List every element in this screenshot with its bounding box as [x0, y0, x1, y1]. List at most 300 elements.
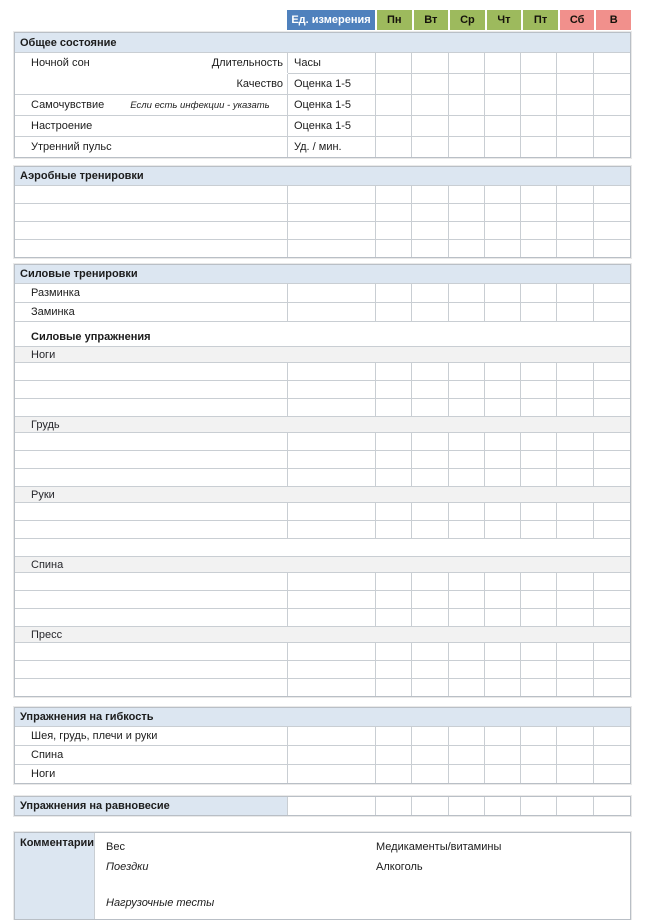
- unit-cell[interactable]: [288, 643, 376, 661]
- table-row-sleep-duration: [15, 53, 630, 74]
- data-cell[interactable]: [594, 765, 630, 783]
- data-cell[interactable]: [376, 451, 412, 469]
- data-cell[interactable]: [485, 222, 521, 240]
- data-cell[interactable]: [376, 303, 412, 322]
- data-cell[interactable]: [557, 53, 593, 74]
- exercise-name-cell[interactable]: [15, 503, 288, 521]
- data-cell[interactable]: [557, 679, 593, 696]
- data-cell[interactable]: [521, 53, 557, 74]
- data-cell[interactable]: [485, 573, 521, 591]
- section-strength: [14, 264, 631, 697]
- data-cell[interactable]: [449, 204, 485, 222]
- data-cell[interactable]: [485, 74, 521, 95]
- exercise-name-cell[interactable]: [15, 399, 288, 417]
- data-cell[interactable]: [412, 573, 448, 591]
- unit-cell[interactable]: [288, 303, 376, 322]
- data-cell[interactable]: [412, 363, 448, 381]
- data-cell[interactable]: [449, 116, 485, 137]
- flex-row-label-cell: Спина: [15, 746, 288, 765]
- data-cell[interactable]: [376, 765, 412, 783]
- unit-cell[interactable]: [288, 284, 376, 303]
- data-cell[interactable]: [485, 746, 521, 765]
- unit-cell[interactable]: [288, 521, 376, 539]
- data-cell[interactable]: [594, 116, 630, 137]
- data-cell[interactable]: [557, 116, 593, 137]
- unit-cell[interactable]: [288, 797, 376, 815]
- data-cell[interactable]: [412, 186, 448, 204]
- unit-cell[interactable]: [288, 399, 376, 417]
- data-cell[interactable]: [376, 222, 412, 240]
- day-header-wed: Ср: [448, 10, 485, 30]
- data-cell[interactable]: [521, 363, 557, 381]
- data-cell[interactable]: [412, 661, 448, 679]
- table-row-empty: [15, 661, 630, 679]
- spacer: [106, 877, 630, 893]
- data-cell[interactable]: [594, 451, 630, 469]
- data-cell[interactable]: [594, 591, 630, 609]
- data-cell[interactable]: [485, 399, 521, 417]
- data-cell[interactable]: [412, 679, 448, 696]
- unit-cell[interactable]: [288, 679, 376, 696]
- unit-cell[interactable]: [288, 503, 376, 521]
- data-cell[interactable]: [594, 661, 630, 679]
- day-header-tue: Вт: [412, 10, 449, 30]
- data-cell[interactable]: [485, 797, 521, 815]
- data-cell[interactable]: [594, 503, 630, 521]
- data-cell[interactable]: [594, 204, 630, 222]
- unit-cell[interactable]: [288, 591, 376, 609]
- data-cell[interactable]: [376, 521, 412, 539]
- data-cell[interactable]: [557, 222, 593, 240]
- data-cell[interactable]: [485, 765, 521, 783]
- data-cell[interactable]: [485, 609, 521, 627]
- data-cell[interactable]: [376, 469, 412, 487]
- data-cell[interactable]: [557, 399, 593, 417]
- table-row-empty: [15, 469, 630, 487]
- comment-label-meds: Медикаменты/витамины: [376, 841, 502, 853]
- quality-label: Качество: [236, 78, 283, 90]
- data-cell[interactable]: [485, 204, 521, 222]
- data-cell[interactable]: [449, 53, 485, 74]
- data-cell[interactable]: [449, 95, 485, 116]
- data-cell[interactable]: [412, 240, 448, 257]
- table-row-warmup: [15, 284, 630, 303]
- data-cell[interactable]: [557, 469, 593, 487]
- data-cell[interactable]: [449, 503, 485, 521]
- data-cell[interactable]: [376, 363, 412, 381]
- data-cell[interactable]: [594, 137, 630, 157]
- data-cell[interactable]: [412, 95, 448, 116]
- data-cell[interactable]: [449, 679, 485, 696]
- exercise-name-cell[interactable]: [15, 573, 288, 591]
- exercise-name-cell[interactable]: [15, 363, 288, 381]
- data-cell[interactable]: [594, 95, 630, 116]
- data-cell[interactable]: [557, 95, 593, 116]
- data-cell[interactable]: [557, 433, 593, 451]
- exercise-name-cell[interactable]: [15, 609, 288, 627]
- table-row-empty: [15, 573, 630, 591]
- data-cell[interactable]: [557, 240, 593, 257]
- data-cell[interactable]: [521, 469, 557, 487]
- unit-cell[interactable]: [288, 240, 376, 257]
- data-cell[interactable]: [594, 469, 630, 487]
- unit-cell[interactable]: [288, 451, 376, 469]
- data-cell[interactable]: [557, 363, 593, 381]
- data-cell[interactable]: [376, 284, 412, 303]
- data-cell[interactable]: [449, 451, 485, 469]
- data-cell[interactable]: [521, 284, 557, 303]
- data-cell[interactable]: [521, 451, 557, 469]
- data-cell[interactable]: [376, 797, 412, 815]
- data-cell[interactable]: [449, 643, 485, 661]
- pulse-label-cell: Утренний пульс: [15, 137, 288, 157]
- data-cell[interactable]: [412, 797, 448, 815]
- data-cell[interactable]: [412, 469, 448, 487]
- data-cell[interactable]: [412, 591, 448, 609]
- data-cell[interactable]: [521, 661, 557, 679]
- table-row-neck-chest-arms: [15, 727, 630, 746]
- exercise-name-cell[interactable]: [15, 451, 288, 469]
- table-row-balance: [15, 797, 630, 815]
- data-cell[interactable]: [521, 95, 557, 116]
- data-cell[interactable]: [376, 643, 412, 661]
- exercise-name-cell[interactable]: [15, 679, 288, 696]
- table-row-empty: [15, 591, 630, 609]
- data-cell[interactable]: [485, 591, 521, 609]
- duration-label: Длительность: [211, 57, 283, 69]
- data-cell[interactable]: [449, 381, 485, 399]
- exercise-name-cell[interactable]: [15, 591, 288, 609]
- data-cell[interactable]: [521, 240, 557, 257]
- table-row-empty: [15, 521, 630, 539]
- data-cell[interactable]: [449, 363, 485, 381]
- data-cell[interactable]: [449, 222, 485, 240]
- data-cell[interactable]: [376, 433, 412, 451]
- data-cell[interactable]: [557, 573, 593, 591]
- data-cell[interactable]: [521, 433, 557, 451]
- data-cell[interactable]: [594, 609, 630, 627]
- data-cell[interactable]: [449, 74, 485, 95]
- data-cell[interactable]: [412, 643, 448, 661]
- data-cell[interactable]: [412, 204, 448, 222]
- data-cell[interactable]: [594, 240, 630, 257]
- data-cell[interactable]: [449, 399, 485, 417]
- unit-cell[interactable]: [288, 609, 376, 627]
- exercise-name-cell[interactable]: [15, 186, 288, 204]
- exercise-name-cell[interactable]: [15, 204, 288, 222]
- data-cell[interactable]: [485, 727, 521, 746]
- data-cell[interactable]: [594, 222, 630, 240]
- section-title-aerobic: Аэробные тренировки: [15, 167, 630, 186]
- units-column-header: Ед. измерения: [287, 10, 375, 30]
- unit-cell[interactable]: [288, 573, 376, 591]
- day-header-thu: Чт: [485, 10, 522, 30]
- warmup-label-cell: Разминка: [15, 284, 288, 303]
- data-cell[interactable]: [485, 303, 521, 322]
- data-cell[interactable]: [557, 591, 593, 609]
- data-cell[interactable]: [376, 204, 412, 222]
- data-cell[interactable]: [485, 451, 521, 469]
- data-cell[interactable]: [485, 521, 521, 539]
- data-cell[interactable]: [521, 74, 557, 95]
- data-cell[interactable]: [376, 381, 412, 399]
- data-cell[interactable]: [521, 503, 557, 521]
- data-cell[interactable]: [557, 727, 593, 746]
- data-cell[interactable]: [521, 797, 557, 815]
- data-cell[interactable]: [449, 186, 485, 204]
- data-cell[interactable]: [412, 381, 448, 399]
- data-cell[interactable]: [376, 95, 412, 116]
- group-header-legs: Ноги: [15, 347, 630, 363]
- data-cell[interactable]: [594, 727, 630, 746]
- data-cell[interactable]: [485, 469, 521, 487]
- sleep-label: Ночной сон: [31, 57, 90, 69]
- exercise-name-cell[interactable]: [15, 521, 288, 539]
- table-row-merged-empty[interactable]: [15, 539, 630, 557]
- data-cell[interactable]: [557, 797, 593, 815]
- data-cell[interactable]: [557, 765, 593, 783]
- data-cell[interactable]: [376, 679, 412, 696]
- data-cell[interactable]: [449, 573, 485, 591]
- section-balance: [14, 796, 631, 816]
- data-cell[interactable]: [594, 53, 630, 74]
- data-cell[interactable]: [449, 521, 485, 539]
- data-cell[interactable]: [485, 643, 521, 661]
- data-cell[interactable]: [557, 503, 593, 521]
- data-cell[interactable]: [485, 53, 521, 74]
- data-cell[interactable]: [449, 661, 485, 679]
- data-cell[interactable]: [376, 746, 412, 765]
- data-cell[interactable]: [449, 746, 485, 765]
- table-row-empty: [15, 433, 630, 451]
- data-cell[interactable]: [557, 137, 593, 157]
- data-cell[interactable]: [412, 399, 448, 417]
- exercise-name-cell[interactable]: [15, 381, 288, 399]
- exercise-name-cell[interactable]: [15, 433, 288, 451]
- data-cell[interactable]: [376, 609, 412, 627]
- data-cell[interactable]: [376, 591, 412, 609]
- data-cell[interactable]: [449, 284, 485, 303]
- comments-body[interactable]: [95, 833, 630, 919]
- data-cell[interactable]: [485, 503, 521, 521]
- data-cell[interactable]: [485, 679, 521, 696]
- data-cell[interactable]: [449, 591, 485, 609]
- data-cell[interactable]: [594, 74, 630, 95]
- data-cell[interactable]: [412, 503, 448, 521]
- strength-exercises-subtitle: Силовые упражнения: [15, 328, 630, 347]
- unit-cell[interactable]: [288, 765, 376, 783]
- data-cell[interactable]: [521, 381, 557, 399]
- data-cell[interactable]: [521, 222, 557, 240]
- table-row-empty: [15, 609, 630, 627]
- exercise-name-cell[interactable]: [15, 661, 288, 679]
- data-cell[interactable]: [594, 284, 630, 303]
- unit-cell[interactable]: [288, 746, 376, 765]
- data-cell[interactable]: [485, 137, 521, 157]
- unit-cell[interactable]: [288, 469, 376, 487]
- data-cell[interactable]: [594, 746, 630, 765]
- data-cell[interactable]: [376, 727, 412, 746]
- data-cell[interactable]: [594, 433, 630, 451]
- unit-cell[interactable]: [288, 661, 376, 679]
- data-cell[interactable]: [449, 303, 485, 322]
- unit-cell[interactable]: [288, 186, 376, 204]
- data-cell[interactable]: [557, 609, 593, 627]
- data-cell[interactable]: [521, 186, 557, 204]
- data-cell[interactable]: [521, 643, 557, 661]
- table-row-legs: [15, 765, 630, 783]
- data-cell[interactable]: [412, 222, 448, 240]
- unit-cell[interactable]: [288, 727, 376, 746]
- data-cell[interactable]: [594, 643, 630, 661]
- data-cell[interactable]: [557, 521, 593, 539]
- data-cell[interactable]: [485, 95, 521, 116]
- data-cell[interactable]: [485, 661, 521, 679]
- data-cell[interactable]: [557, 303, 593, 322]
- day-header-sat: Сб: [558, 10, 595, 30]
- data-cell[interactable]: [376, 74, 412, 95]
- data-cell[interactable]: [485, 381, 521, 399]
- data-cell[interactable]: [521, 765, 557, 783]
- unit-cell[interactable]: [288, 222, 376, 240]
- exercise-name-cell[interactable]: [15, 469, 288, 487]
- data-cell[interactable]: [412, 765, 448, 783]
- unit-cell[interactable]: [288, 363, 376, 381]
- table-row-empty: [15, 399, 630, 417]
- data-cell[interactable]: [521, 591, 557, 609]
- data-cell[interactable]: [557, 643, 593, 661]
- data-cell[interactable]: [412, 53, 448, 74]
- data-cell[interactable]: [449, 469, 485, 487]
- data-cell[interactable]: [449, 765, 485, 783]
- data-cell[interactable]: [485, 433, 521, 451]
- data-cell[interactable]: [376, 240, 412, 257]
- table-row-cooldown: [15, 303, 630, 322]
- data-cell[interactable]: [557, 74, 593, 95]
- data-cell[interactable]: [412, 451, 448, 469]
- data-cell[interactable]: [376, 661, 412, 679]
- exercise-name-cell[interactable]: [15, 222, 288, 240]
- quality-label-cell: [15, 74, 288, 95]
- data-cell[interactable]: [485, 240, 521, 257]
- exercise-name-cell[interactable]: [15, 643, 288, 661]
- data-cell[interactable]: [594, 573, 630, 591]
- data-cell[interactable]: [521, 137, 557, 157]
- data-cell[interactable]: [449, 240, 485, 257]
- section-title-general: Общее состояние: [15, 33, 630, 53]
- data-cell[interactable]: [412, 116, 448, 137]
- section-comments: [14, 832, 631, 920]
- data-cell[interactable]: [594, 303, 630, 322]
- flex-row-label-cell: Шея, грудь, плечи и руки: [15, 727, 288, 746]
- section-title-flexibility: Упражнения на гибкость: [15, 708, 630, 727]
- unit-cell[interactable]: [288, 381, 376, 399]
- data-cell[interactable]: [412, 521, 448, 539]
- data-cell[interactable]: [449, 797, 485, 815]
- data-cell[interactable]: [594, 399, 630, 417]
- data-cell[interactable]: [376, 186, 412, 204]
- data-cell[interactable]: [521, 727, 557, 746]
- data-cell[interactable]: [376, 573, 412, 591]
- section-flexibility: [14, 707, 631, 784]
- data-cell[interactable]: [412, 433, 448, 451]
- data-cell[interactable]: [449, 609, 485, 627]
- data-cell[interactable]: [376, 53, 412, 74]
- data-cell[interactable]: [412, 746, 448, 765]
- table-row-mood: [15, 116, 630, 137]
- unit-cell[interactable]: [288, 433, 376, 451]
- data-cell[interactable]: [376, 137, 412, 157]
- table-row-empty: [15, 222, 630, 240]
- table-row-empty: [15, 503, 630, 521]
- data-cell[interactable]: [557, 284, 593, 303]
- data-cell[interactable]: [594, 679, 630, 696]
- data-cell[interactable]: [521, 303, 557, 322]
- data-cell[interactable]: [412, 284, 448, 303]
- data-cell[interactable]: [521, 399, 557, 417]
- group-header-arms: Руки: [15, 487, 630, 503]
- data-cell[interactable]: [594, 381, 630, 399]
- data-cell[interactable]: [521, 116, 557, 137]
- group-header-chest: Грудь: [15, 417, 630, 433]
- data-cell[interactable]: [557, 451, 593, 469]
- unit-cell[interactable]: [288, 204, 376, 222]
- data-cell[interactable]: [485, 284, 521, 303]
- data-cell[interactable]: [521, 573, 557, 591]
- data-cell[interactable]: [412, 727, 448, 746]
- group-header-abs: Пресс: [15, 627, 630, 643]
- data-cell[interactable]: [557, 746, 593, 765]
- data-cell[interactable]: [594, 521, 630, 539]
- data-cell[interactable]: [521, 609, 557, 627]
- data-cell[interactable]: [412, 303, 448, 322]
- unit-cell: Уд. / мин.: [288, 137, 376, 157]
- data-cell[interactable]: [521, 204, 557, 222]
- table-row-empty: [15, 204, 630, 222]
- comments-right-column: [376, 837, 501, 877]
- wellbeing-label: Самочувствие: [31, 99, 105, 111]
- data-cell[interactable]: [449, 727, 485, 746]
- data-cell[interactable]: [449, 433, 485, 451]
- data-cell[interactable]: [412, 74, 448, 95]
- table-row-empty: [15, 363, 630, 381]
- data-cell[interactable]: [376, 399, 412, 417]
- data-cell[interactable]: [412, 137, 448, 157]
- data-cell[interactable]: [594, 186, 630, 204]
- header-spacer: [14, 10, 287, 30]
- exercise-name-cell[interactable]: [15, 240, 288, 257]
- data-cell[interactable]: [557, 381, 593, 399]
- data-cell[interactable]: [521, 679, 557, 696]
- data-cell[interactable]: [376, 116, 412, 137]
- data-cell[interactable]: [521, 746, 557, 765]
- data-cell[interactable]: [594, 797, 630, 815]
- data-cell[interactable]: [412, 609, 448, 627]
- data-cell[interactable]: [485, 186, 521, 204]
- data-cell[interactable]: [449, 137, 485, 157]
- data-cell[interactable]: [557, 204, 593, 222]
- section-aerobic: [14, 166, 631, 258]
- data-cell[interactable]: [485, 116, 521, 137]
- unit-cell: Оценка 1-5: [288, 95, 376, 116]
- data-cell[interactable]: [557, 661, 593, 679]
- data-cell[interactable]: [594, 363, 630, 381]
- data-cell[interactable]: [557, 186, 593, 204]
- data-cell[interactable]: [485, 363, 521, 381]
- wellbeing-note: Если есть инфекции - указать: [130, 99, 270, 111]
- data-cell[interactable]: [376, 503, 412, 521]
- data-cell[interactable]: [521, 521, 557, 539]
